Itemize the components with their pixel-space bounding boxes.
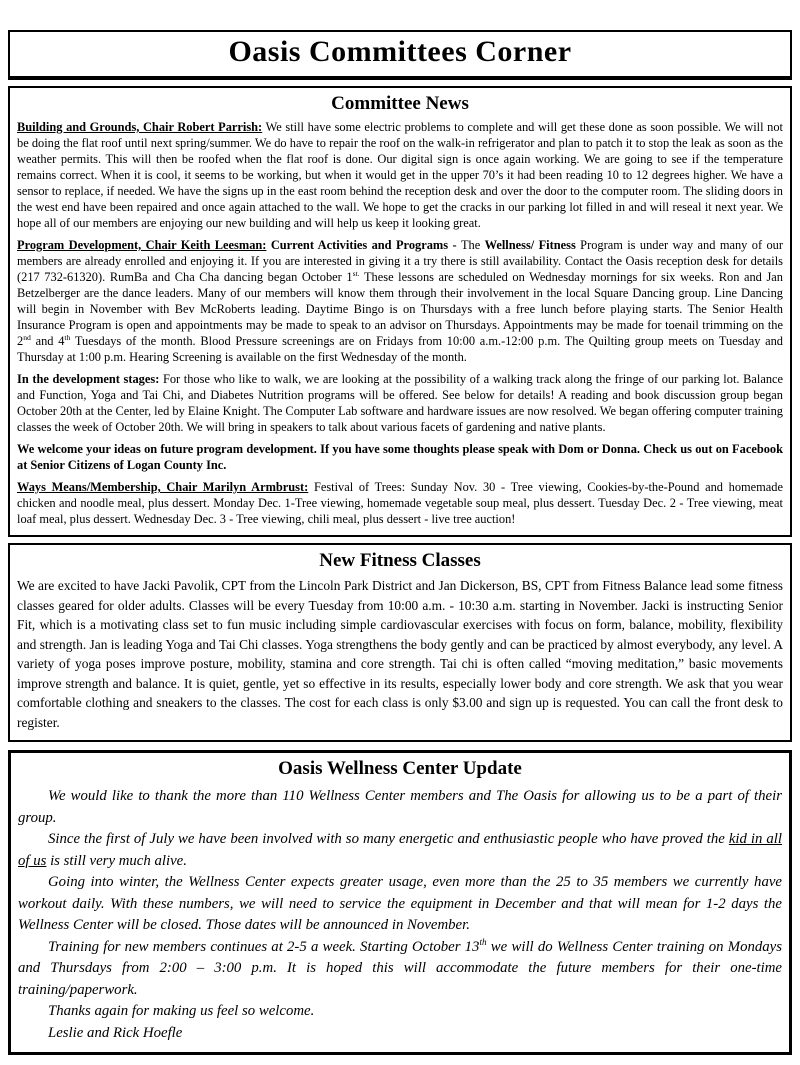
page-title: Oasis Committees Corner xyxy=(228,35,572,68)
signature: Leslie and Rick Hoefle xyxy=(48,1024,183,1041)
wellness-paragraph-thanks-members: We would like to thank the more than 110 Wellness Center members and The Oasis for allowing us to be a part of their group. xyxy=(18,788,782,826)
paragraph-text: We still have some electric problems to complete and will get these done as soon possible. We will not be doing the flat roof until next spring/summer. We do have to repair the roof on the walk-in refrigerator and plan to patch it to stop the leak as soon as the weather permits. This will then be roofed when the flat roof is done. Our digital sign is once again working. We are going to see if the temperature remains correct. When it is cool, it seems to be working, but when it would get in the upper 70’s it had been reading 10 to 12 degrees higher. We have a sensor to replace, if needed. We have the signs up in the east room behind the reception desk and over the door to the computer room. The sliding doors in the west end have been repaired and once again attached to the wall. We hope to get the cracks in our parking lot filled in and will reseal it next year. We hope all of our members are enjoying our new building and will help us keep it looking great. xyxy=(17,120,783,230)
bold-paragraph-text: We welcome your ideas on future program development. If you have some thoughts please speak with Dom or Donna. Check us out on Facebook at Senior Citizens of Logan County Inc. xyxy=(17,442,783,472)
paragraph-text: we will do Wellness Center training on Mondays and Thursdays from 2:00 – 3:00 p.m. It is hoped this will accommodate the future members for their one-time training/paperwork. xyxy=(18,938,782,998)
superscript: th xyxy=(64,332,71,342)
paragraph-text: These lessons are scheduled on Wednesday mornings for six weeks. Ron and Jan Betzelberger are the dance leaders. Many of our members will know them through their involvement in the local Square Dancing group. Line Dancing will begin in November with Bev McRoberts leading. Daytime Bingo is on Thursdays with a free lunch before playing starts. The Senior Health Insurance Program is open and appointments may be made to speak to an advisor on Thursdays. Appointments may be made for toenail trimming on the 2 xyxy=(17,270,783,348)
paragraph-lead-building-grounds: Building and Grounds, Chair Robert Parrish: xyxy=(17,120,263,134)
paragraph-text: Since the first of July we have been involved with so many energetic and enthusiastic people who have proved the xyxy=(48,831,729,847)
paragraph-text: Tuesdays of the month. Blood Pressure screenings are on Fridays from 10:00 a.m.-12:00 p.m. The Quilting group meets on Tuesday and Thursday at 1:00 p.m. Hearing Screening is available on the first Wednesday of the month. xyxy=(17,334,783,364)
section-committee-news xyxy=(8,86,792,537)
committee-news-heading: Committee News xyxy=(331,93,469,114)
wellness-paragraph-thanks-again: Thanks again for making us feel so welcome. xyxy=(48,1003,315,1019)
paragraph-building-and-grounds xyxy=(17,119,783,231)
paragraph-ways-means-membership xyxy=(17,479,783,527)
bold-segment: Wellness/ Fitness xyxy=(484,238,576,252)
paragraph-text: The xyxy=(460,238,485,252)
underlined-phrase: kid in all of us xyxy=(18,831,782,869)
paragraph-welcome-ideas xyxy=(17,441,783,473)
wellness-paragraph-training xyxy=(18,937,782,1002)
paragraph-development-stages xyxy=(17,371,783,435)
fitness-heading: New Fitness Classes xyxy=(319,550,481,571)
paragraph-text: For those who like to walk, we are looking at the possibility of a walking track along the fringe of our parking lot. Balance and Function, Yoga and Tai Chi, and Diabetes Nutrition programs will be offered. See below for details! A reading and book discussion group began October 20th at the Center, led by Elaine Knight. The Computer Lab software and hardware issues are now resolved. We began offering computer training classes the week of October 20th. We will bring in speakers to talk about various facets of gardening and native plants. xyxy=(17,372,784,434)
superscript: nd xyxy=(23,332,31,342)
wellness-heading: Oasis Wellness Center Update xyxy=(278,758,522,779)
bold-segment: Current Activities and Programs - xyxy=(266,238,461,252)
fitness-body: We are excited to have Jacki Pavolik, CPT from the Lincoln Park District and Jan Dickerson, BS, CPT from Fitness Balance lead some fitness classes geared for older adults. Classes will be every Tuesday from 10:00 a.m. - 10:30 a.m. starting in November. Jacki is instructing Senior Fit, which is a motivating class set to fun music including simple cardiovascular exercises with focus on form, balance, mobility, flexibility and strength. Jan is leading Yoga and Tai Chi classes. Yoga strengthens the body gently and can be practiced by almost everybody, any level. A variety of yoga poses improve posture, mobility, stamina and core strength. Tai chi is often called “moving meditation,” basic movements improve strength and balance. It is quiet, gentle, yet so effective in its results, especially lower body and core strength. We ask that you wear comfortable clothing and sneakers to the classes. The cost for each class is only $3.00 and sign up is requested. You can call the front desk to register. xyxy=(17,578,783,730)
paragraph-lead-development-stages: In the development stages: xyxy=(17,372,160,386)
page-title-box xyxy=(8,30,792,80)
paragraph-lead-ways-means: Ways Means/Membership, Chair Marilyn Armbrust: xyxy=(17,480,309,494)
paragraph-text: Program is under way and many of our members are already enrolled and enjoying it. If you are interested in giving it a try there is still availability. Contact the Oasis reception desk for details (217 732-61320). RumBa and Cha Cha dancing began October 1 xyxy=(17,238,783,284)
paragraph-text: and 4 xyxy=(30,334,65,348)
paragraph-program-development xyxy=(17,237,783,365)
section-new-fitness-classes xyxy=(8,543,792,742)
paragraph-text: Festival of Trees: Sunday Nov. 30 - Tree viewing, Cookies-by-the-Pound and homemade chicken and noodle meal, plus dessert. Monday Dec. 1-Tree viewing, homemade vegetable soup meal, plus dessert. Tuesday Dec. 2 - Tree viewing, meat loaf meal, plus dessert. Wednesday Dec. 3 - Tree viewing, chili meal, plus dessert - live tree auction! xyxy=(17,480,783,526)
wellness-paragraph-kid-in-all-of-us xyxy=(18,829,782,872)
paragraph-lead-program-development: Program Development, Chair Keith Leesman: xyxy=(17,238,267,252)
superscript: th xyxy=(479,936,487,947)
section-wellness-center-update xyxy=(8,750,792,1055)
superscript: st. xyxy=(352,268,360,278)
paragraph-text: is still very much alive. xyxy=(46,852,187,869)
wellness-paragraph-winter-usage: Going into winter, the Wellness Center expects greater usage, even more than the 25 to 35 members we currently have workout daily. With these numbers, we will need to service the equipment in December and that will mean for 1-2 days the Wellness Center will be closed. Those dates will be announced in November. xyxy=(18,874,782,933)
paragraph-text: Training for new members continues at 2-5 a week. Starting October 13 xyxy=(48,938,480,955)
